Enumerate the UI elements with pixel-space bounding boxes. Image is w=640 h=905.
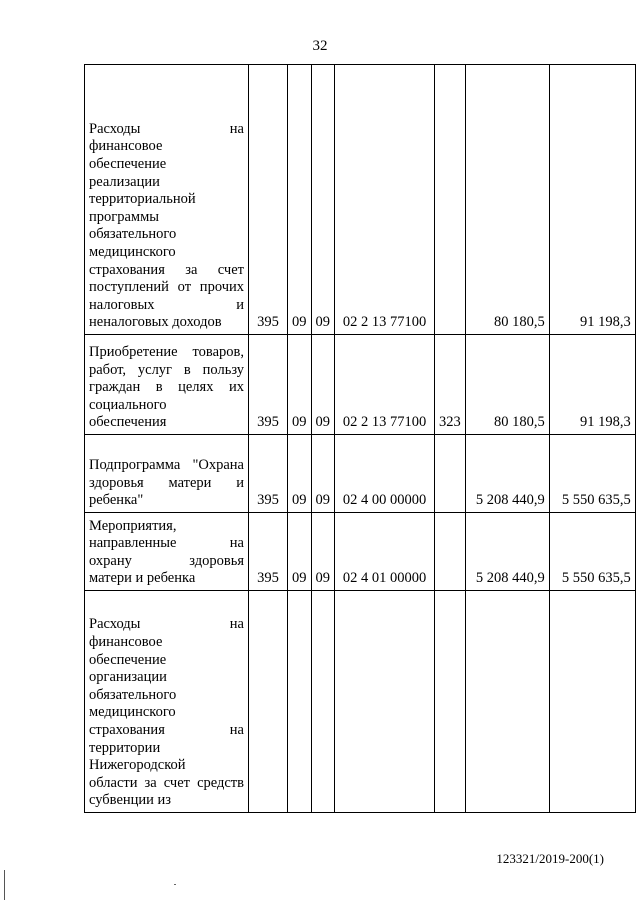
code-pr-cell: 09: [311, 65, 335, 335]
row-name-cell: [85, 335, 249, 435]
row-name-line: Подпрограмма "Охрана: [89, 457, 244, 474]
row-name-line: территории: [89, 739, 161, 756]
table-row: [85, 65, 636, 335]
code-ved-cell: 395: [249, 435, 288, 513]
row-name-line: обеспечение: [89, 651, 167, 668]
row-name-cell: [85, 591, 249, 813]
page-number: 32: [312, 38, 328, 54]
row-name-cell: [85, 513, 249, 591]
amount-year1-cell: 80 180,5: [465, 65, 549, 335]
row-name-line: матери и ребенка: [89, 570, 196, 587]
table-row: [85, 513, 636, 591]
code-pr-cell: 09: [311, 513, 335, 591]
amount-year1-cell: 5 208 440,9: [465, 435, 549, 513]
code-vr-cell: [435, 65, 466, 335]
amount-year1-cell: 80 180,5: [465, 335, 549, 435]
amount-year2-cell: [549, 591, 635, 813]
amount-year1-cell: 5 208 440,9: [465, 513, 549, 591]
code-rz-cell: 09: [288, 335, 312, 435]
row-name-line: страхования на: [89, 722, 244, 739]
row-name-line: обязательного: [89, 686, 177, 703]
margin-mark: [4, 870, 5, 900]
code-csr-cell: 02 4 00 00000: [335, 435, 435, 513]
table-row: [85, 591, 636, 813]
amount-year2-cell: 5 550 635,5: [549, 435, 635, 513]
row-name-line: граждан в целях их: [89, 379, 244, 396]
row-name-line: поступлений от прочих: [89, 279, 244, 296]
table-row: [85, 435, 636, 513]
code-csr-cell: 02 2 13 77100: [335, 65, 435, 335]
row-name-line: Расходы на: [89, 120, 244, 137]
code-ved-cell: 395: [249, 335, 288, 435]
row-name-line: Расходы на: [89, 616, 244, 633]
code-rz-cell: [288, 591, 312, 813]
row-name-line: медицинского: [89, 704, 176, 721]
code-csr-cell: [335, 591, 435, 813]
code-rz-cell: 09: [288, 513, 312, 591]
row-name-line: обеспечения: [89, 414, 167, 431]
row-name-line: субвенции из: [89, 792, 172, 809]
code-vr-cell: [435, 435, 466, 513]
row-name-line: территориальной: [89, 191, 196, 208]
row-name-line: здоровья матери и: [89, 474, 244, 491]
table-row: [85, 335, 636, 435]
row-name-line: налоговых и: [89, 296, 244, 313]
row-name-line: финансовое: [89, 138, 163, 155]
amount-year2-cell: 91 198,3: [549, 335, 635, 435]
row-name-line: работ, услуг в пользу: [89, 361, 244, 378]
row-name-line: социального: [89, 396, 167, 413]
row-name-line: области за счет средств: [89, 774, 244, 791]
row-name-line: направленные на: [89, 535, 244, 552]
row-name-line: страхования за счет: [89, 261, 244, 278]
code-vr-cell: [435, 591, 466, 813]
row-name-line: медицинского: [89, 244, 176, 261]
row-name-line: неналоговых доходов: [89, 314, 222, 331]
row-name-line: финансовое: [89, 634, 163, 651]
row-name-line: Нижегородской: [89, 757, 186, 774]
code-vr-cell: [435, 513, 466, 591]
code-ved-cell: 395: [249, 65, 288, 335]
code-pr-cell: [311, 591, 335, 813]
code-csr-cell: 02 2 13 77100: [335, 335, 435, 435]
budget-table: [84, 64, 636, 813]
code-ved-cell: 395: [249, 513, 288, 591]
code-pr-cell: 09: [311, 335, 335, 435]
row-name-cell: [85, 65, 249, 335]
row-name-line: организации: [89, 669, 167, 686]
row-name-line: Приобретение товаров,: [89, 344, 244, 361]
row-name-line: охрану здоровья: [89, 552, 244, 569]
row-name-line: обязательного: [89, 226, 177, 243]
row-name-line: ребенка": [89, 492, 144, 509]
code-pr-cell: 09: [311, 435, 335, 513]
row-name-cell: [85, 435, 249, 513]
amount-year2-cell: 91 198,3: [549, 65, 635, 335]
row-name-line: программы: [89, 208, 159, 225]
code-vr-cell: 323: [435, 335, 466, 435]
row-name-line: обеспечение: [89, 156, 167, 173]
document-code: 123321/2019-200(1): [496, 851, 604, 866]
amount-year1-cell: [465, 591, 549, 813]
code-ved-cell: [249, 591, 288, 813]
row-name-line: реализации: [89, 173, 160, 190]
row-name-line: Мероприятия,: [89, 517, 177, 534]
code-csr-cell: 02 4 01 00000: [335, 513, 435, 591]
code-rz-cell: 09: [288, 435, 312, 513]
amount-year2-cell: 5 550 635,5: [549, 513, 635, 591]
scan-dot: [174, 884, 176, 885]
code-rz-cell: 09: [288, 65, 312, 335]
